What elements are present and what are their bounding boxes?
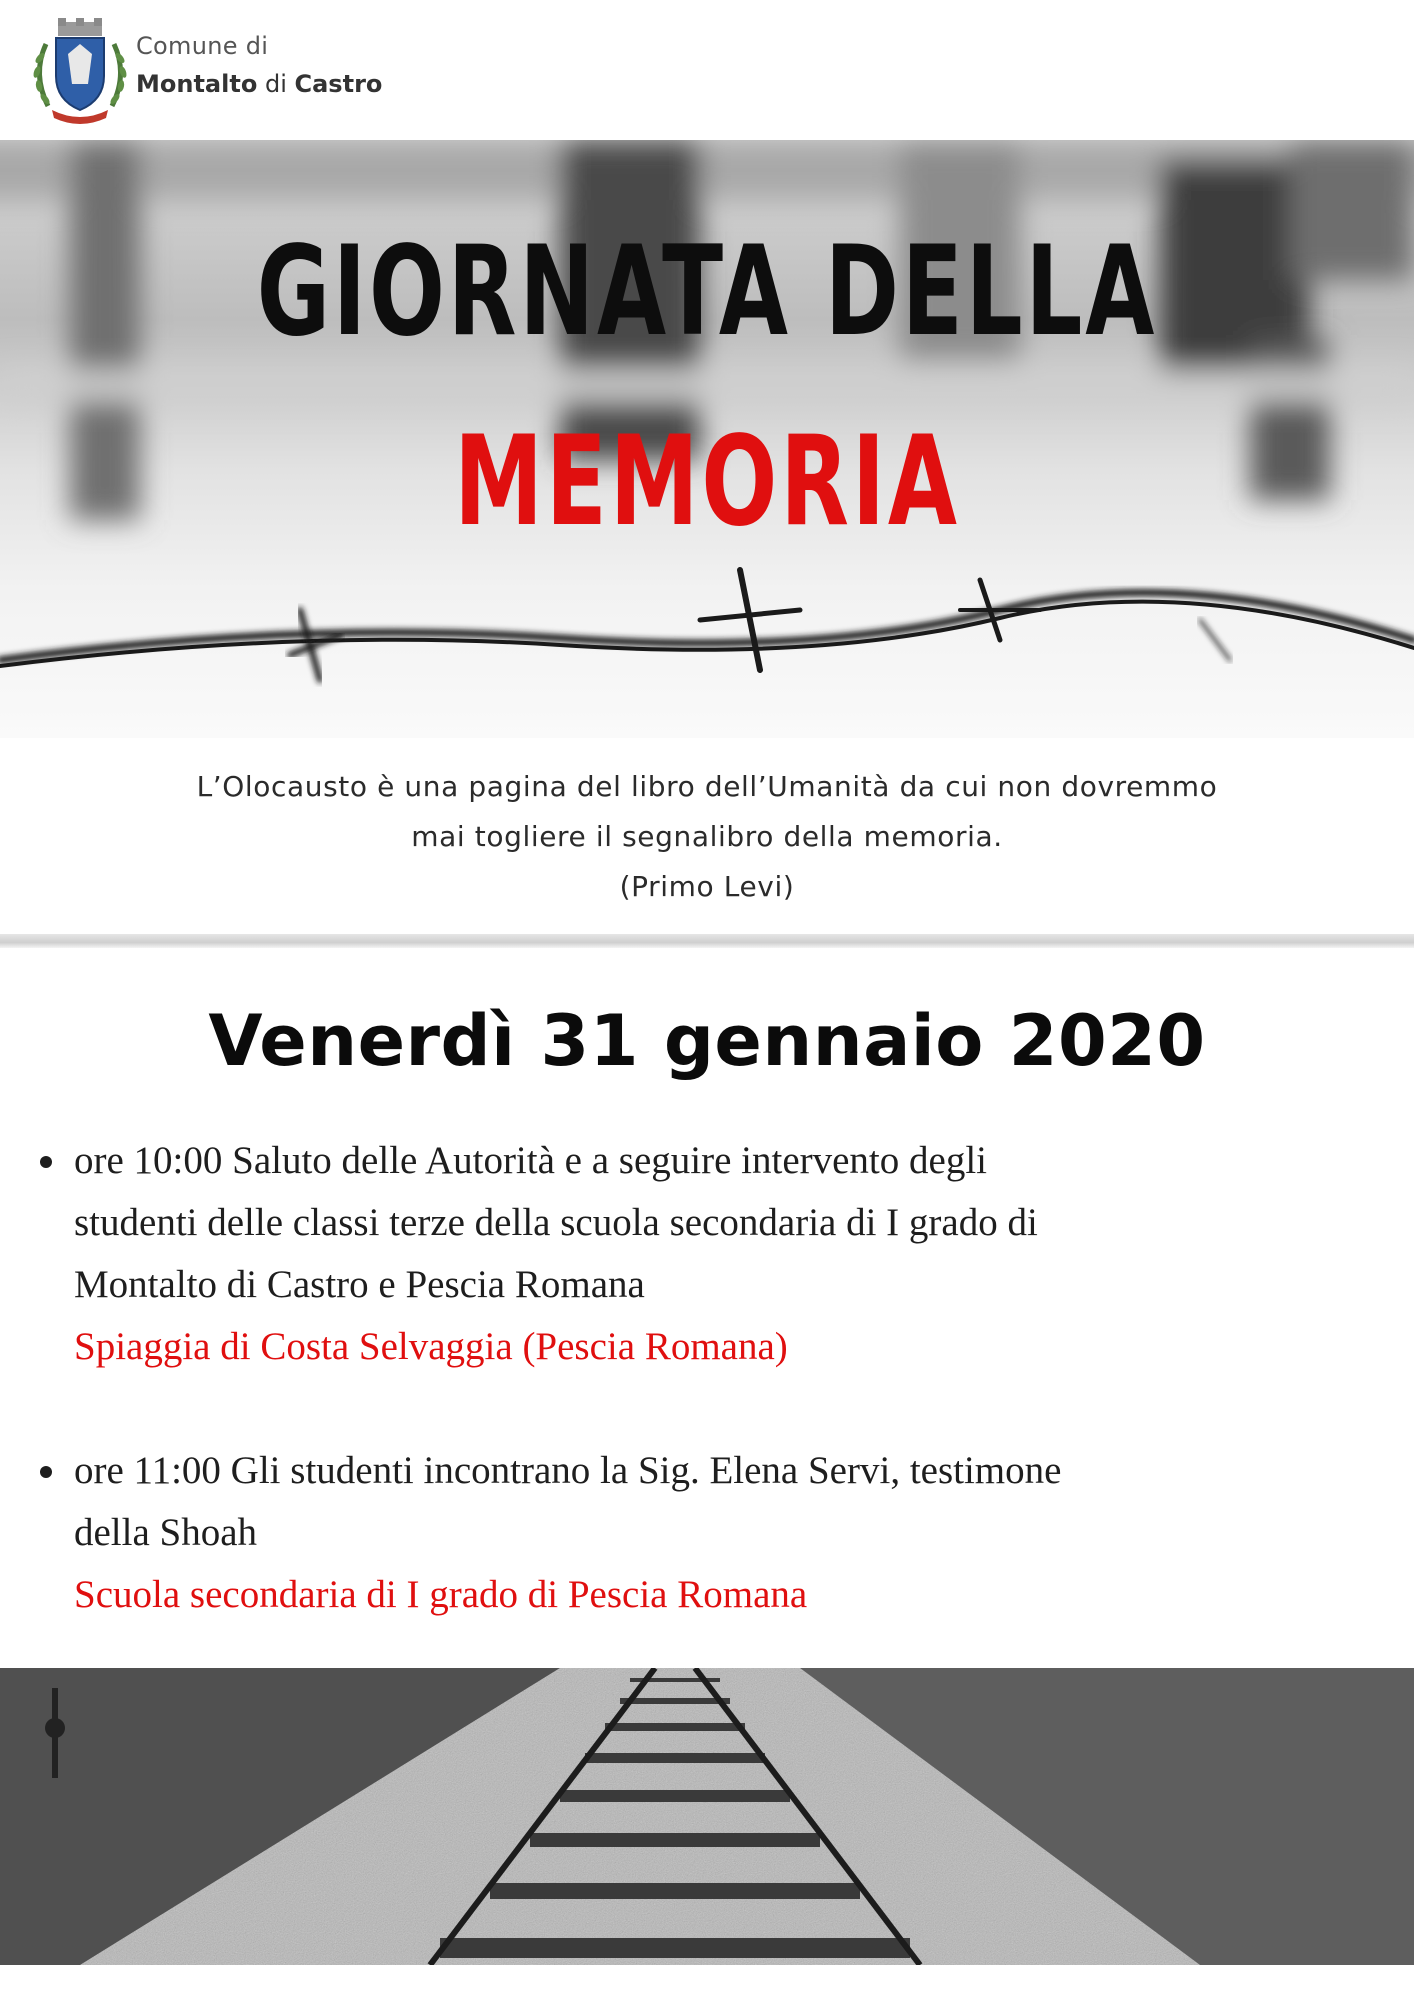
event-location: Spiaggia di Costa Selvaggia (Pescia Romana) [74,1325,788,1368]
comune-di-label: Comune di [136,32,269,60]
quote-author: (Primo Levi) [619,870,795,903]
divider [0,934,1414,948]
municipal-crest-icon [26,14,134,126]
event-text-line: ore 10:00 Saluto delle Autorità e a seguire intervento degli [74,1139,987,1182]
bullet-icon [40,1466,52,1478]
municipality-name-part1: Montalto [136,70,258,98]
event-text-line: studenti delle classi terze della scuola secondaria di I grado di [74,1201,1038,1244]
quote [0,762,1414,912]
event-date: Venerdì 31 gennaio 2020 [208,1000,1206,1082]
event-text-line: della Shoah [74,1511,258,1554]
event-item [40,1440,1370,1626]
hero-image [0,140,1414,740]
railway-tracks-image [0,1668,1414,1965]
municipality-name-part3: Castro [294,70,383,98]
quote-line-1: L’Olocausto è una pagina del libro dell’Umanità da cui non dovremmo [196,770,1218,803]
event-list [40,1130,1370,1626]
railway-photo [0,1668,1414,1965]
title-line-2: MEMORIA [454,410,960,554]
event-item [40,1130,1370,1378]
municipality-name [136,70,382,98]
title-line-1: GIORNATA DELLA [256,220,1158,364]
event-location: Scuola secondaria di I grado di Pescia Romana [74,1573,808,1616]
event-text-line: ore 11:00 Gli studenti incontrano la Sig. Elena Servi, testimone [74,1449,1062,1492]
municipality-name-part2: di [264,70,287,98]
event-text-line: Montalto di Castro e Pescia Romana [74,1263,645,1306]
quote-line-2: mai togliere il segnalibro della memoria. [411,820,1003,853]
header [0,0,1414,140]
bullet-icon [40,1156,52,1168]
